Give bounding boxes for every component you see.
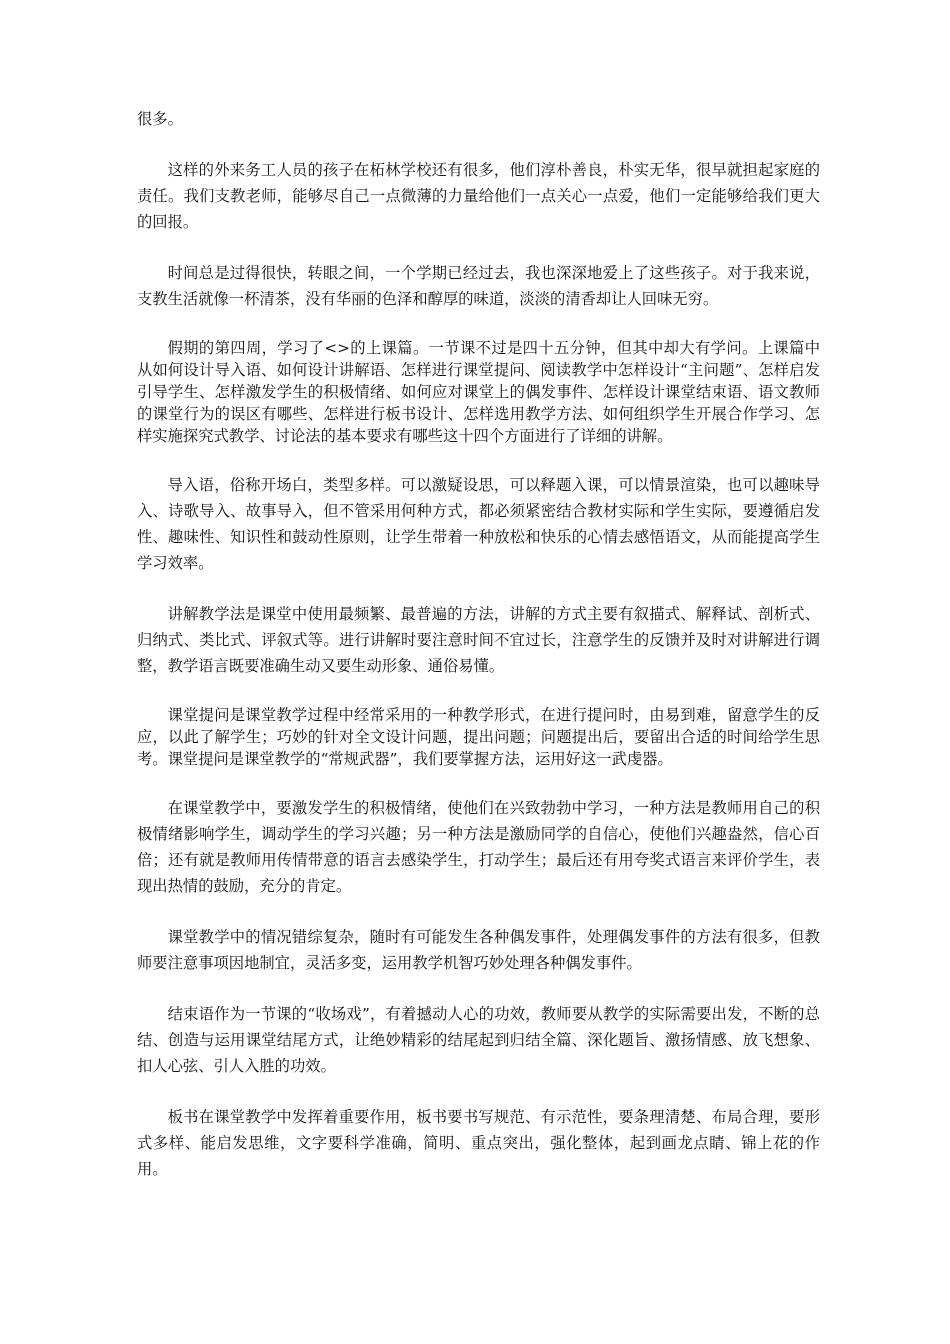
paragraph-9: 课堂教学中的情况错综复杂，随时有可能发生各种偶发事件，处理偶发事件的方法有很多，但教师要注意事项因地制宜，灵活多变，运用教学机智巧妙处理各种偶发事件。 <box>137 928 820 972</box>
paragraph-2: 这样的外来务工人员的孩子在柘林学校还有很多，他们淳朴善良，朴实无华，很早就担起家庭的责任。我们支教老师，能够尽自己一点微薄的力量给他们一点关心一点爱，他们一定能够给我们更大的回报。 <box>137 161 820 231</box>
paragraph-4: 假期的第四周，学习了<>的上课篇。一节课不过是四十五分钟，但其中却大有学问。上课篇中从如何设计导入语、如何设计讲解语、怎样进行课堂提问、阅读教学中怎样设计“主问题”、怎样启发引导学生、怎样激发学生的积极情绪、如何应对课堂上的偶发事件、怎样设计课堂结束语、语文教师的课堂行为的误区有哪些、怎样进行板书设计、怎样选用教学方法、如何组织学生开展合作学习、怎样实施探究式教学、讨论法的基本要求有哪些这十四个方面进行了详细的讲解。 <box>137 339 820 445</box>
paragraph-11: 板书在课堂教学中发挥着重要作用，板书要书写规范、有示范性，要条理清楚、布局合理，要形式多样、能启发思维，文字要科学准确，简明、重点突出，强化整体，起到画龙点睛、锦上花的作用。 <box>137 1108 820 1178</box>
paragraph-8: 在课堂教学中，要激发学生的积极情绪，使他们在兴致勃勃中学习，一种方法是教师用自己的积极情绪影响学生，调动学生的学习兴趣；另一种方法是激励同学的自信心，使他们兴趣盎然，信心百倍；还有就是教师用传情带意的语言去感染学生，打动学生；最后还有用夸奖式语言来评价学生，表现出热情的鼓励，充分的肯定。 <box>137 799 820 895</box>
paragraph-6: 讲解教学法是课堂中使用最频繁、最普遍的方法，讲解的方式主要有叙描式、解释试、剖析式、归纳式、类比式、评叙式等。进行讲解时要注意时间不宜过长，注意学生的反馈并及时对讲解进行调整，教学语言既要准确生动又要生动形象、通俗易懂。 <box>137 605 820 675</box>
paragraph-3: 时间总是过得很快，转眼之间，一个学期已经过去，我也深深地爱上了这些孩子。对于我来说，支教生活就像一杯清茶，没有华丽的色泽和醇厚的味道，淡淡的清香却让人回味无穷。 <box>137 264 820 308</box>
paragraph-7: 课堂提问是课堂教学过程中经常采用的一种教学形式，在进行提问时，由易到难，留意学生的反应，以此了解学生；巧妙的针对全文设计问题，提出问题；问题提出后，要留出合适的时间给学生思考。课堂提问是课堂教学的“常规武器”，我们要掌握方法，运用好这一武虔器。 <box>137 706 820 768</box>
paragraph-5: 导入语，俗称开场白，类型多样。可以激疑设思，可以释题入课，可以情景渲染，也可以趣味导入、诗歌导入、故事导入，但不管采用何种方式，都必须紧密结合教材实际和学生实际，要遵循启发性、趣味性、知识性和鼓动性原则，让学生带着一种放松和快乐的心情去感悟语文，从而能提高学生学习效率。 <box>137 476 820 572</box>
document-body <box>137 106 820 1182</box>
paragraph-10: 结束语作为一节课的“收场戏”，有着撼动人心的功效，教师要从教学的实际需要出发，不断的总结、创造与运用课堂结尾方式，让绝妙精彩的结尾起到归结全篇、深化题旨、激扬情感、放飞想象、扣人心弦、引人入胜的功效。 <box>137 1005 820 1075</box>
paragraph-1: 很多。 <box>137 110 183 128</box>
